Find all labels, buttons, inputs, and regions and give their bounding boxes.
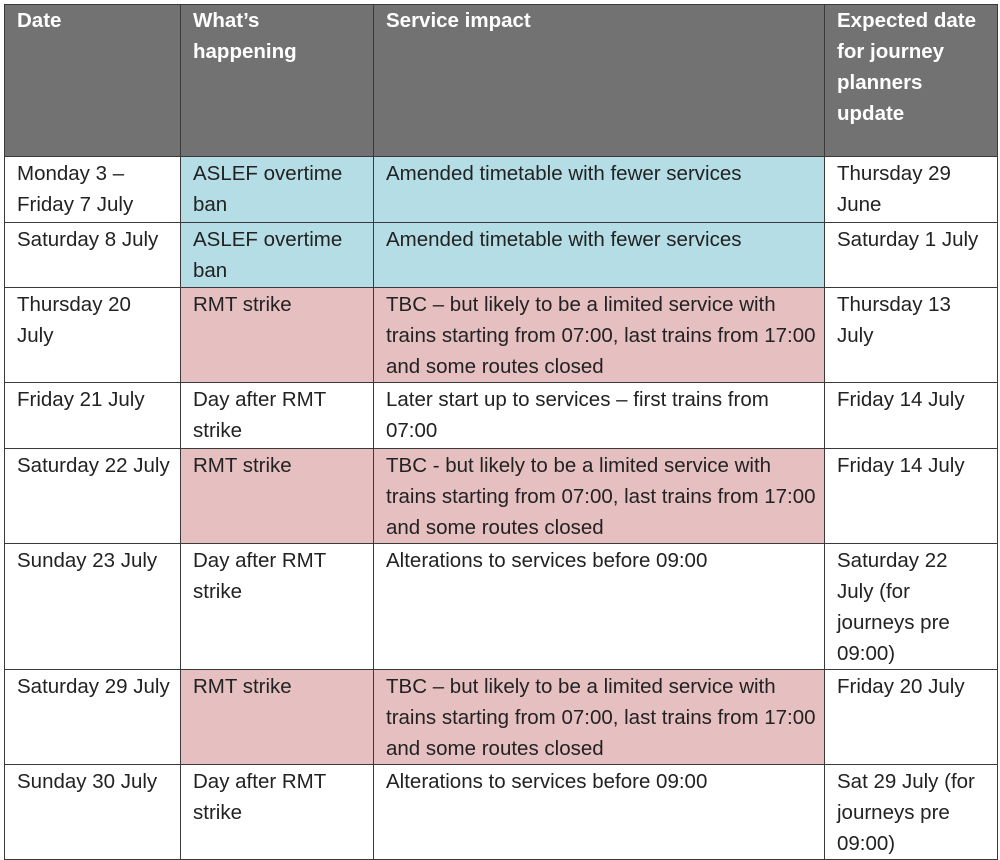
row-date: Sunday 23 July [5,544,181,670]
row-impact: Alterations to services before 09:00 [374,765,825,860]
row-impact: Amended timetable with fewer services [374,223,825,288]
row-update-date: Sat 29 July (for journeys pre 09:00) [825,765,998,860]
table-row [5,670,998,765]
header-whats-happening: What’s happening [181,5,374,157]
row-event: Day after RMT strike [181,544,374,670]
row-event: ASLEF overtime ban [181,223,374,288]
table-row [5,383,998,449]
row-update-date: Friday 20 July [825,670,998,765]
row-event: RMT strike [181,288,374,383]
row-impact: TBC – but likely to be a limited service with trains starting from 07:00, last trains from 17:00 and some routes closed [374,670,825,765]
row-impact: TBC – but likely to be a limited service with trains starting from 07:00, last trains from 17:00 and some routes closed [374,288,825,383]
row-update-date: Friday 14 July [825,449,998,544]
table-header-row [5,5,998,157]
row-event: RMT strike [181,449,374,544]
row-date: Saturday 8 July [5,223,181,288]
row-update-date: Thursday 13 July [825,288,998,383]
row-date: Sunday 30 July [5,765,181,860]
table-row [5,765,998,860]
row-date: Friday 21 July [5,383,181,449]
row-impact: Later start up to services – first trains from 07:00 [374,383,825,449]
row-update-date: Thursday 29 June [825,157,998,223]
row-event: ASLEF overtime ban [181,157,374,223]
service-disruption-table [4,4,998,860]
row-update-date: Friday 14 July [825,383,998,449]
row-event: Day after RMT strike [181,765,374,860]
row-date: Thursday 20 July [5,288,181,383]
row-impact: Alterations to services before 09:00 [374,544,825,670]
header-journey-planner-update: Expected date for journey planners update [825,5,998,157]
table-row [5,157,998,223]
row-update-date: Saturday 22 July (for journeys pre 09:00) [825,544,998,670]
table-row [5,544,998,670]
row-update-date: Saturday 1 July [825,223,998,288]
row-impact: TBC - but likely to be a limited service with trains starting from 07:00, last trains from 17:00 and some routes closed [374,449,825,544]
row-date: Saturday 22 July [5,449,181,544]
table-row [5,288,998,383]
header-date: Date [5,5,181,157]
table-row [5,449,998,544]
row-event: Day after RMT strike [181,383,374,449]
row-event: RMT strike [181,670,374,765]
row-date: Monday 3 – Friday 7 July [5,157,181,223]
table-row [5,223,998,288]
row-date: Saturday 29 July [5,670,181,765]
header-service-impact: Service impact [374,5,825,157]
row-impact: Amended timetable with fewer services [374,157,825,223]
